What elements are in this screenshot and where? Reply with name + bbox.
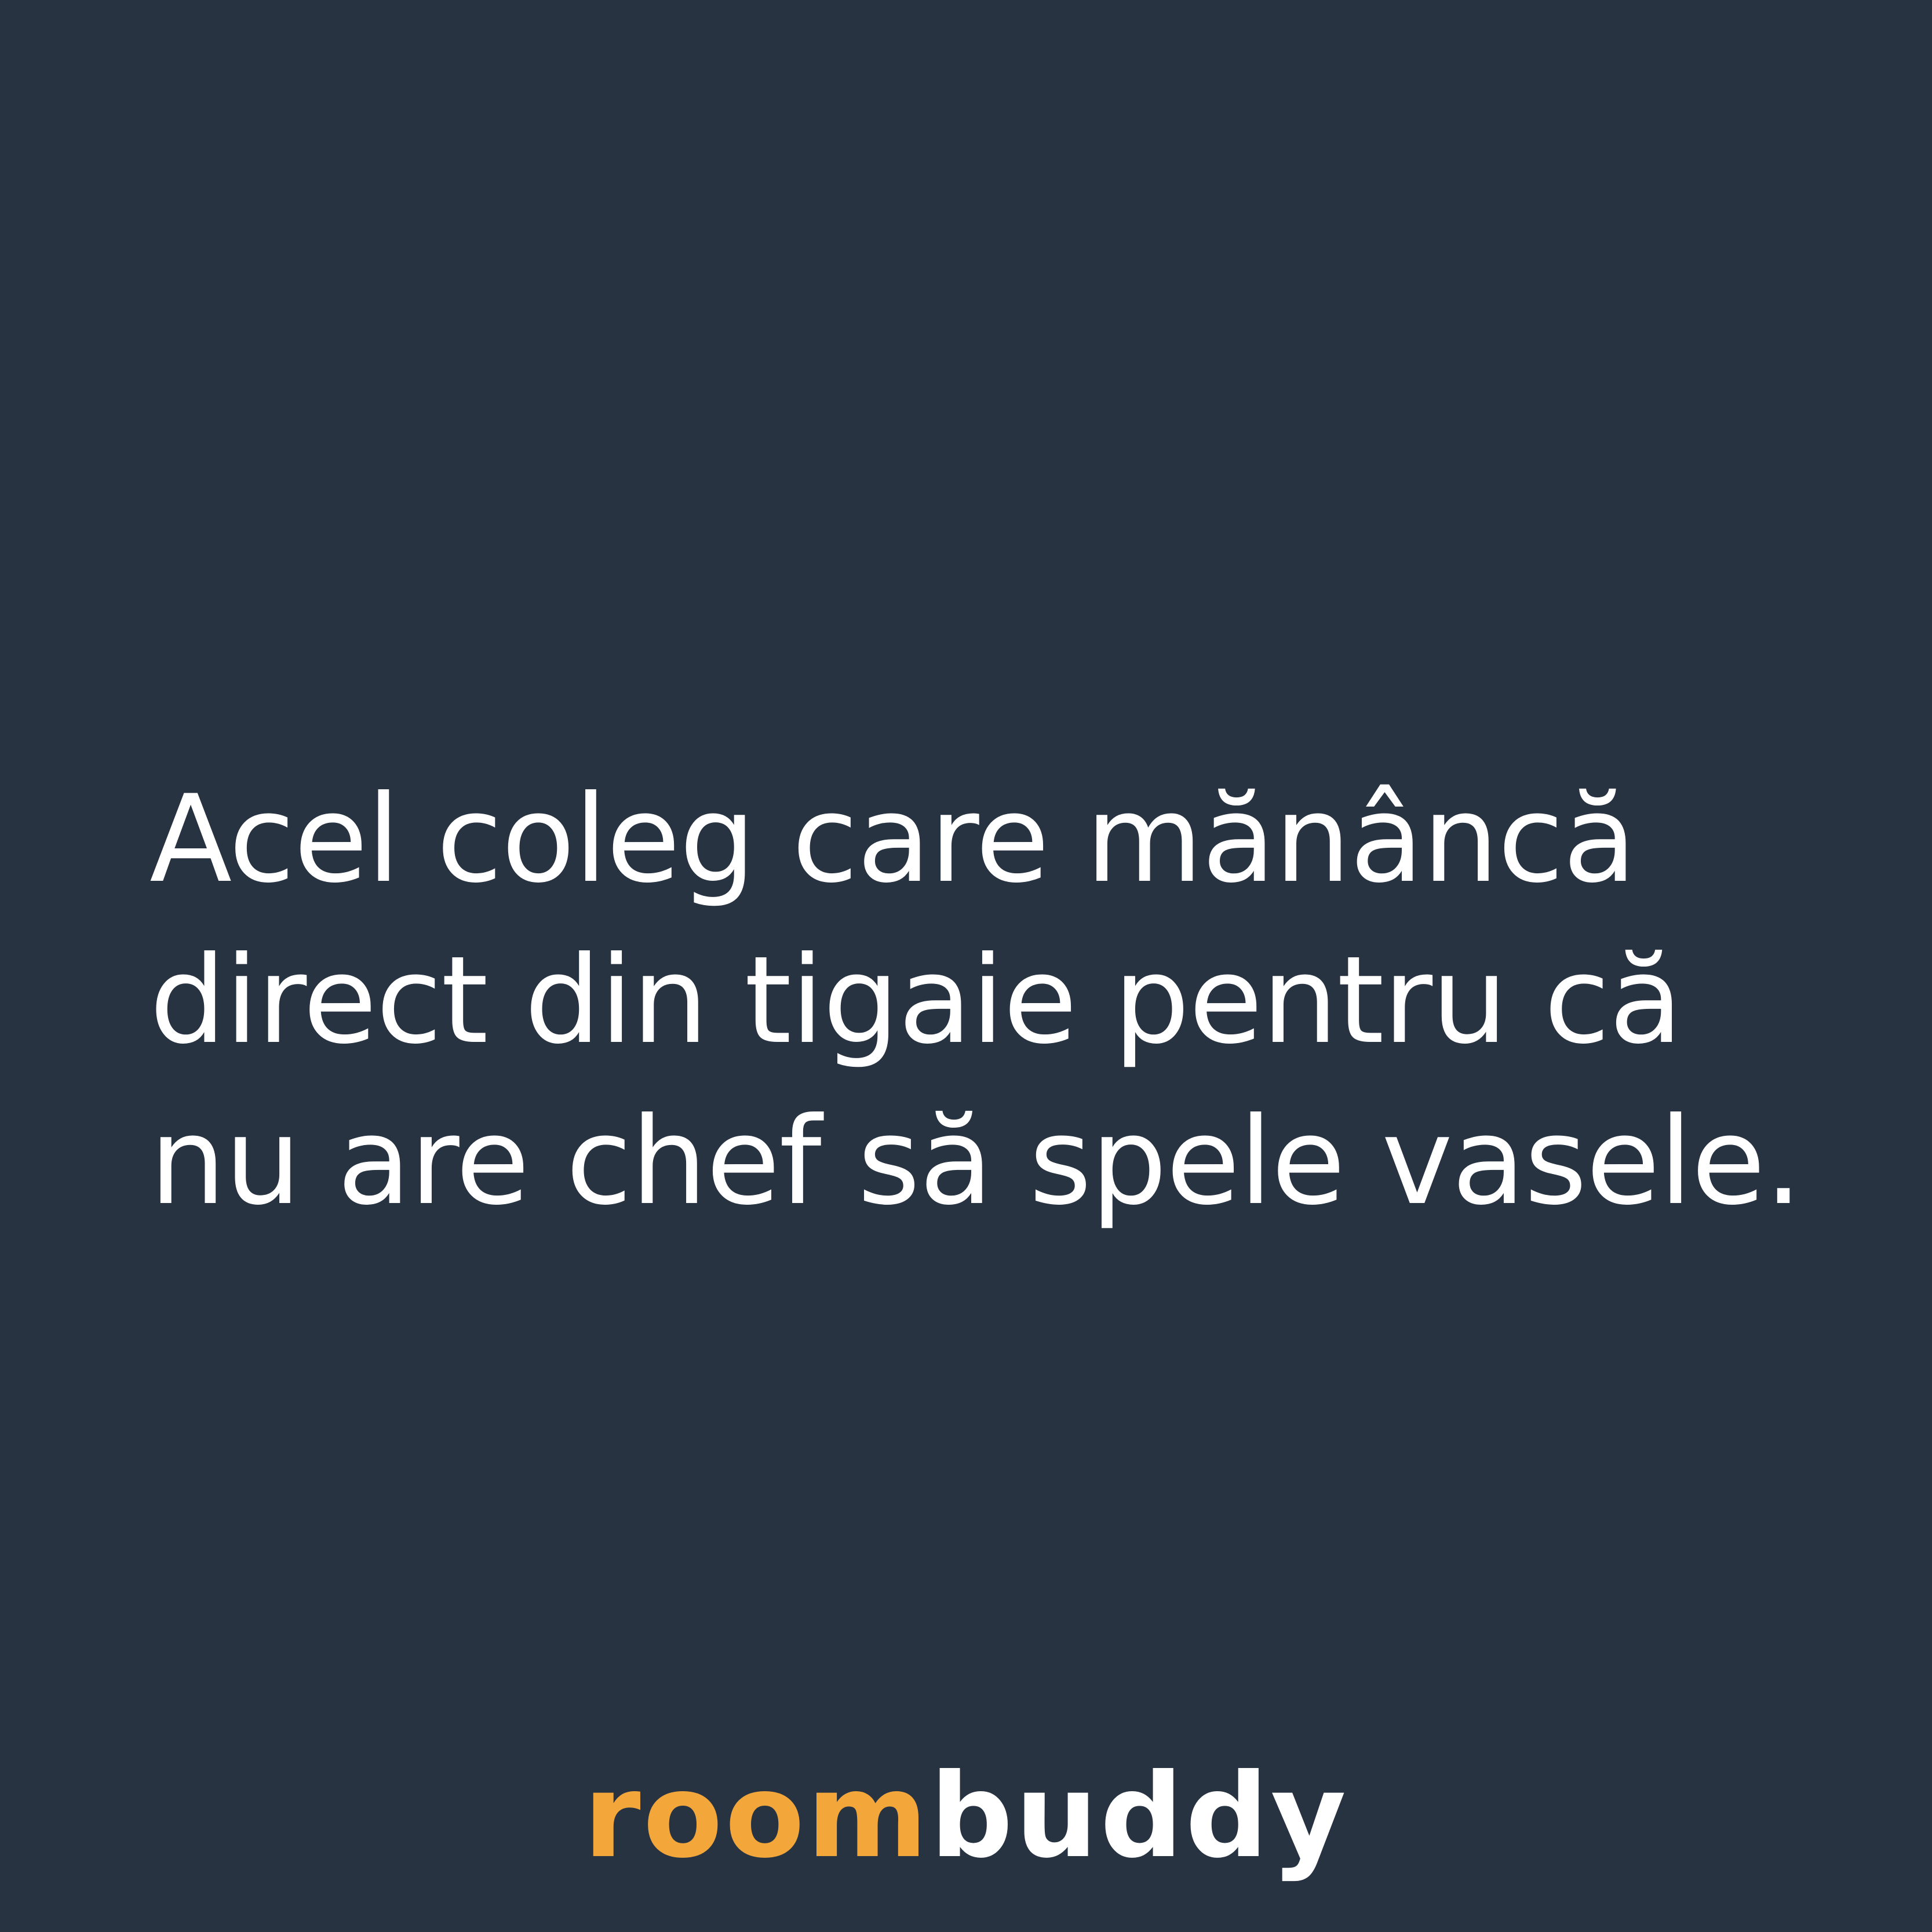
logo-accent-word: room: [583, 1749, 930, 1884]
quote-text: [150, 759, 1888, 1242]
logo-main-word: buddy: [929, 1749, 1349, 1884]
quote-line-2: direct din tigaie pentru că: [150, 931, 1682, 1071]
quote-line-3: nu are chef să spele vasele.: [150, 1092, 1802, 1232]
roombuddy-logo: [0, 1747, 1932, 1886]
quote-line-1: Acel coleg care mănâncă: [150, 770, 1636, 910]
